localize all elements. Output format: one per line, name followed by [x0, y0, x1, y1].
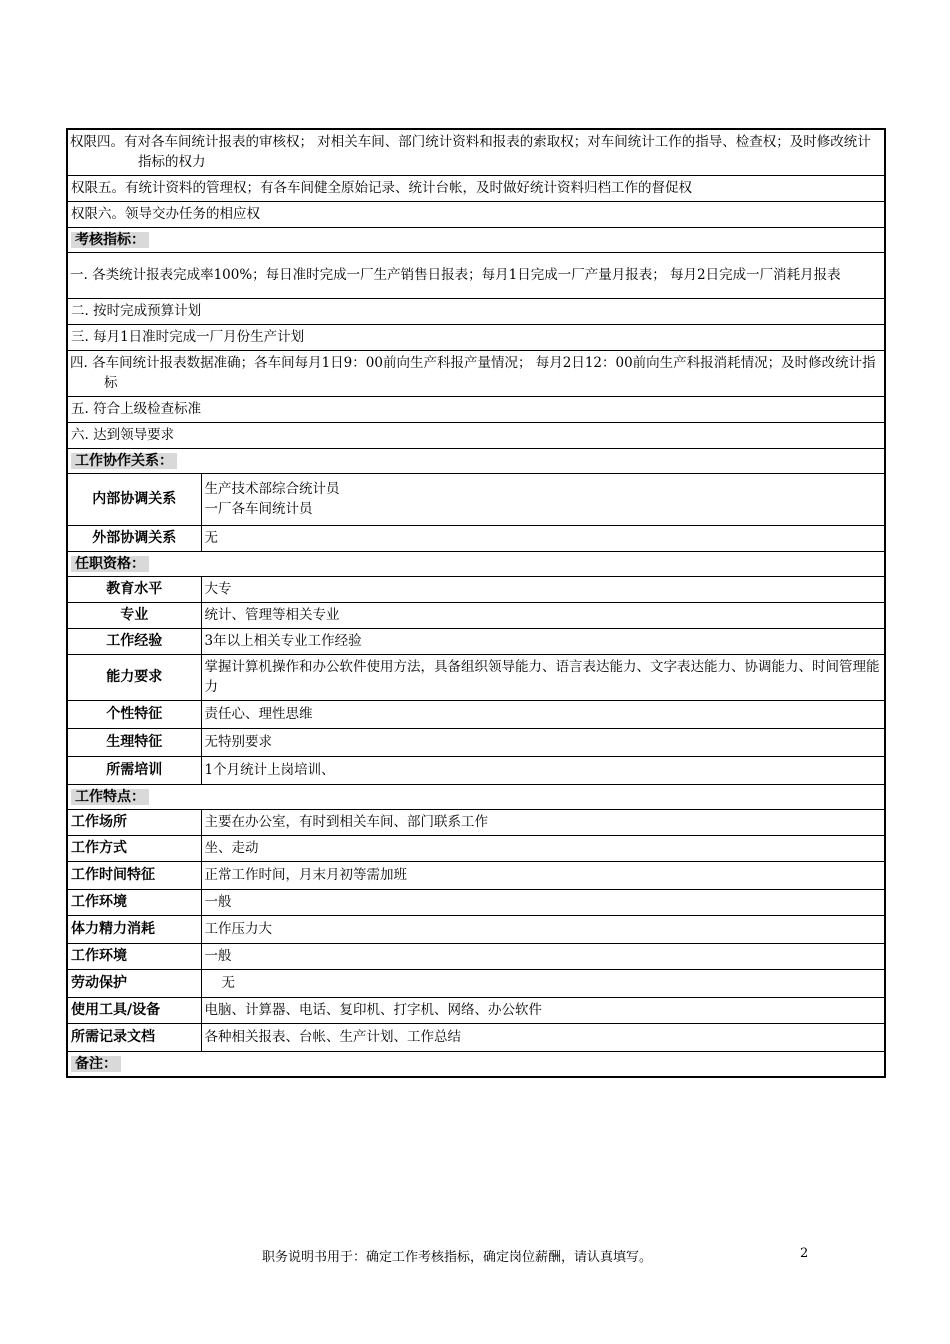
feature-value: 各种相关报表、台帐、生产计划、工作总结	[201, 1023, 885, 1051]
coop-external-row	[67, 525, 885, 551]
kpi-item-3: 三. 每月1日准时完成一厂月份生产计划	[67, 324, 885, 350]
kpi-row	[67, 324, 885, 350]
feature-value: 工作压力大	[201, 915, 885, 943]
qual-value: 1个月统计上岗培训、	[201, 756, 885, 784]
kpi-section-header	[67, 227, 885, 252]
features-title: 工作特点：	[71, 789, 149, 805]
qual-value: 3年以上相关专业工作经验	[201, 628, 885, 654]
kpi-row	[67, 422, 885, 448]
qual-title: 任职资格：	[71, 556, 149, 572]
kpi-title: 考核指标：	[71, 232, 149, 248]
qual-label: 工作经验	[67, 628, 201, 654]
internal-coop-value	[201, 473, 885, 525]
qual-label: 专业	[67, 602, 201, 628]
feature-label: 工作环境	[67, 943, 201, 969]
qual-value: 大专	[201, 576, 885, 602]
kpi-item-4: 四. 各车间统计报表数据准确；各车间每月1日9：00前向生产科报产量情况； 每月2日12：00前向生产科报消耗情况；及时修改统计指标	[67, 350, 885, 396]
kpi-item-5: 五. 符合上级检查标准	[67, 396, 885, 422]
external-coop-value: 无	[201, 525, 885, 551]
internal-coop-label: 内部协调关系	[67, 473, 201, 525]
feature-value: 正常工作时间，月末月初等需加班	[201, 861, 885, 889]
internal-coop-item: 生产技术部综合统计员	[204, 481, 340, 497]
authority-6: 权限六。领导交办任务的相应权	[67, 201, 885, 227]
remarks-section-header	[67, 1051, 885, 1077]
feature-value: 一般	[201, 943, 885, 969]
feature-label: 工作场所	[67, 809, 201, 835]
feature-row	[67, 969, 885, 997]
qual-row	[67, 628, 885, 654]
qual-label: 生理特征	[67, 728, 201, 756]
coop-section-header	[67, 448, 885, 473]
feature-row	[67, 809, 885, 835]
qual-label: 教育水平	[67, 576, 201, 602]
qual-value: 掌握计算机操作和办公软件使用方法，具备组织领导能力、语言表达能力、文字表达能力、协调能力、时间管理能力	[201, 654, 885, 700]
qual-value: 统计、管理等相关专业	[201, 602, 885, 628]
authority-row	[67, 175, 885, 201]
feature-row	[67, 835, 885, 861]
feature-row	[67, 915, 885, 943]
qual-row	[67, 602, 885, 628]
kpi-row	[67, 252, 885, 298]
coop-internal-row	[67, 473, 885, 525]
qual-row	[67, 728, 885, 756]
feature-label: 工作环境	[67, 889, 201, 915]
feature-row	[67, 1023, 885, 1051]
qual-label: 所需培训	[67, 756, 201, 784]
kpi-row	[67, 298, 885, 324]
features-section-header	[67, 784, 885, 809]
feature-value: 无	[201, 969, 885, 997]
qual-row	[67, 576, 885, 602]
coop-title: 工作协作关系：	[71, 453, 177, 469]
feature-value: 主要在办公室，有时到相关车间、部门联系工作	[201, 809, 885, 835]
feature-value: 一般	[201, 889, 885, 915]
kpi-item-1: 一. 各类统计报表完成率100%；每日准时完成一厂生产销售日报表；每月1日完成一厂产量月报表； 每月2日完成一厂消耗月报表	[67, 252, 885, 298]
feature-row	[67, 943, 885, 969]
kpi-item-2: 二. 按时完成预算计划	[67, 298, 885, 324]
qual-row	[67, 756, 885, 784]
feature-row	[67, 861, 885, 889]
authority-4: 权限四。有对各车间统计报表的审核权； 对相关车间、部门统计资料和报表的索取权；对车间统计工作的指导、检查权；及时修改统计指标的权力	[67, 129, 885, 175]
qual-label: 能力要求	[67, 654, 201, 700]
qual-row	[67, 654, 885, 700]
qual-value: 责任心、理性思维	[201, 700, 885, 728]
qual-row	[67, 700, 885, 728]
authority-row	[67, 201, 885, 227]
job-description-table	[66, 128, 886, 1078]
qual-section-header	[67, 551, 885, 576]
feature-label: 劳动保护	[67, 969, 201, 997]
authority-row	[67, 129, 885, 175]
feature-label: 工作方式	[67, 835, 201, 861]
feature-value: 电脑、计算器、电话、复印机、打字机、网络、办公软件	[201, 997, 885, 1023]
feature-label: 工作时间特征	[67, 861, 201, 889]
job-description-page	[66, 128, 884, 1078]
feature-value: 坐、走动	[201, 835, 885, 861]
feature-label: 使用工具/设备	[67, 997, 201, 1023]
kpi-row	[67, 396, 885, 422]
feature-label: 体力精力消耗	[67, 915, 201, 943]
feature-row	[67, 889, 885, 915]
feature-label: 所需记录文档	[67, 1023, 201, 1051]
external-coop-label: 外部协调关系	[67, 525, 201, 551]
feature-row	[67, 997, 885, 1023]
kpi-row	[67, 350, 885, 396]
qual-label: 个性特征	[67, 700, 201, 728]
authority-5: 权限五。有统计资料的管理权；有各车间健全原始记录、统计台帐，及时做好统计资料归档工作的督促权	[67, 175, 885, 201]
remarks-title: 备注：	[71, 1056, 121, 1072]
footer-note: 职务说明书用于：确定工作考核指标，确定岗位薪酬，请认真填写。	[262, 1250, 653, 1265]
page-number: 2	[800, 1246, 809, 1261]
kpi-item-6: 六. 达到领导要求	[67, 422, 885, 448]
internal-coop-item: 一厂各车间统计员	[204, 501, 313, 517]
qual-value: 无特别要求	[201, 728, 885, 756]
